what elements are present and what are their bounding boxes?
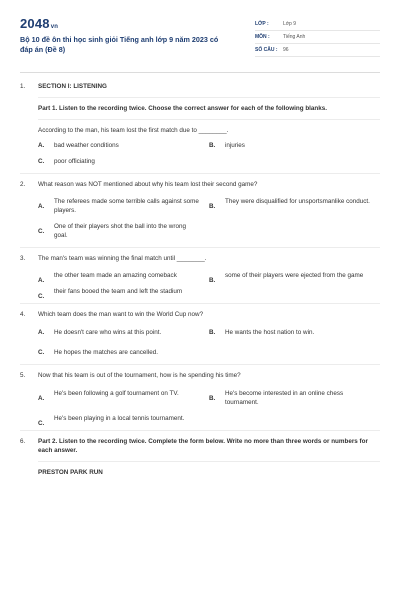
logo-suffix: vn	[50, 24, 59, 30]
divider	[20, 364, 380, 365]
divider	[20, 303, 380, 304]
divider	[20, 247, 380, 248]
meta-subject-row	[255, 31, 380, 44]
option-text: bad weather conditions	[54, 142, 119, 149]
option-text: They were disqualified for unsportsmanlike conduct.	[225, 198, 370, 205]
logo-text: 2048	[20, 16, 50, 31]
option-letter: C.	[38, 227, 45, 235]
divider	[38, 119, 380, 120]
meta-class-row	[255, 18, 380, 31]
option-letter: A.	[38, 142, 45, 149]
option-text: He's become interested in an online chess tournament.	[225, 390, 344, 406]
question-1	[20, 82, 380, 166]
question-stem: Now that his team is out of the tournament, how is he spending his time?	[38, 372, 241, 379]
option-text: the other team made an amazing comeback	[54, 272, 177, 279]
option-text: their fans booed the team and left the stadium	[54, 288, 183, 295]
question-3	[20, 254, 380, 300]
question-number: 5.	[20, 372, 26, 379]
question-number: 3.	[20, 255, 26, 262]
option-text: He's been following a golf tournament on TV.	[54, 390, 179, 397]
option-letter: B.	[209, 329, 216, 336]
option-letter: B.	[209, 142, 216, 149]
option-letter: A.	[38, 202, 45, 210]
divider	[38, 461, 380, 462]
option-text: One of their players shot the ball into the wrong goal.	[54, 223, 186, 239]
option-a[interactable]	[38, 271, 209, 284]
option-a[interactable]	[38, 141, 209, 150]
answer-options	[38, 389, 380, 427]
question-number: 1.	[20, 83, 26, 90]
answer-options	[38, 141, 380, 166]
part-instruction: Part 2. Listen to the recording twice. Complete the form below. Write no more than three words or numbers for each answer.	[38, 438, 368, 454]
meta-class-value: Lớp 9	[283, 21, 297, 27]
question-6	[20, 437, 380, 477]
option-letter: A.	[38, 394, 45, 402]
question-stem: Which team does the man want to win the World Cup now?	[38, 311, 204, 318]
answer-options	[38, 271, 380, 300]
option-text: some of their players were ejected from the game	[225, 272, 364, 279]
question-stem: According to the man, his team lost the first match due to ________.	[38, 127, 229, 134]
option-c[interactable]	[38, 287, 209, 300]
meta-count-value: 96	[283, 47, 289, 53]
option-text: He hopes the matches are cancelled.	[54, 349, 158, 356]
question-2	[20, 180, 380, 240]
divider	[20, 173, 380, 174]
option-c[interactable]	[38, 157, 209, 166]
option-text: poor officiating	[54, 158, 95, 165]
option-b[interactable]	[209, 328, 380, 337]
option-c[interactable]	[38, 222, 209, 240]
option-text: The referees made some terrible calls against some players.	[54, 198, 199, 214]
option-letter: C.	[38, 349, 45, 356]
meta-info	[255, 18, 380, 57]
option-c[interactable]	[38, 414, 209, 427]
option-letter: C.	[38, 292, 45, 300]
section-title: SECTION I: LISTENING	[38, 83, 107, 90]
answer-options	[38, 197, 380, 240]
question-number: 2.	[20, 181, 26, 188]
option-b[interactable]	[209, 141, 380, 150]
option-a[interactable]	[38, 197, 209, 215]
question-stem: What reason was NOT mentioned about why his team lost their second game?	[38, 181, 258, 188]
option-letter: B.	[209, 394, 216, 402]
part-instruction: Part 1. Listen to the recording twice. Choose the correct answer for each of the following blanks.	[38, 105, 328, 112]
option-c[interactable]	[38, 348, 209, 357]
question-stem: The man's team was winning the final match until ________.	[38, 255, 207, 262]
option-text: He wants the host nation to win.	[225, 329, 315, 336]
question-4	[20, 310, 380, 357]
question-list	[20, 82, 380, 477]
divider	[38, 97, 380, 98]
option-letter: C.	[38, 419, 45, 427]
question-number: 6.	[20, 438, 26, 445]
option-letter: A.	[38, 276, 45, 284]
site-logo[interactable]	[20, 16, 58, 31]
meta-count-row	[255, 44, 380, 57]
form-heading: PRESTON PARK RUN	[38, 469, 103, 476]
meta-subject-key: MÔN :	[255, 34, 270, 40]
divider	[20, 430, 380, 431]
option-letter: B.	[209, 276, 216, 284]
meta-class-key: LỚP :	[255, 21, 269, 27]
answer-options	[38, 328, 380, 357]
header-divider	[20, 72, 380, 73]
option-a[interactable]	[38, 328, 209, 337]
option-b[interactable]	[209, 197, 380, 215]
option-text: injuries	[225, 142, 245, 149]
document-header	[20, 12, 380, 64]
option-text: He's been playing in a local tennis tournament.	[54, 415, 185, 422]
meta-subject-value: Tiếng Anh	[283, 34, 306, 40]
question-5	[20, 371, 380, 427]
option-letter: C.	[38, 158, 45, 165]
meta-count-key: SỐ CÂU :	[255, 47, 278, 53]
option-letter: B.	[209, 202, 216, 210]
option-b[interactable]	[209, 389, 380, 407]
question-number: 4.	[20, 311, 26, 318]
option-b[interactable]	[209, 271, 380, 284]
option-a[interactable]	[38, 389, 209, 407]
document-title: Bộ 10 đề ôn thi học sinh giỏi Tiếng anh lớp 9 năm 2023 có đáp án (Đề 8)	[20, 35, 219, 54]
option-text: He doesn't care who wins at this point.	[54, 329, 162, 336]
option-letter: A.	[38, 329, 45, 336]
